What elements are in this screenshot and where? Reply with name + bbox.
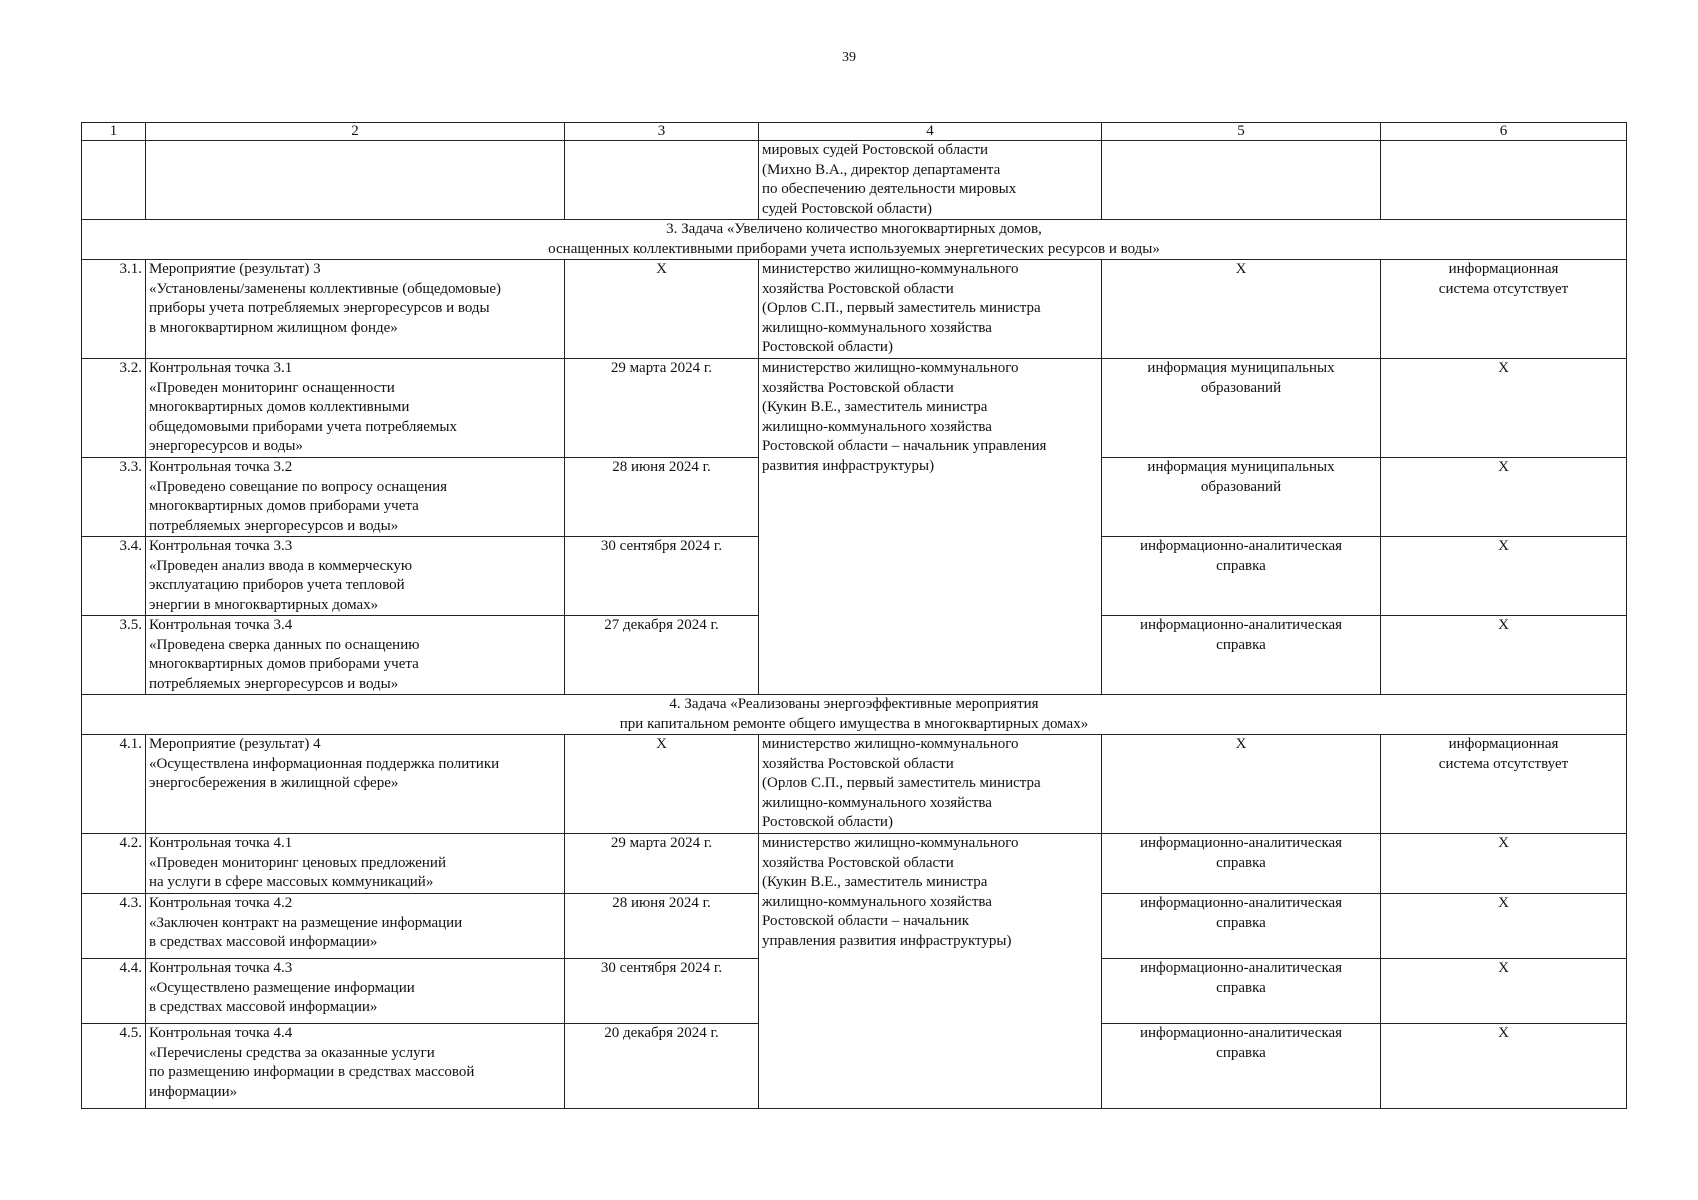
row-name: Мероприятие (результат) 4 «Осуществлена информационная поддержка политики энергосбережения в жилищной сфере» [146, 735, 565, 834]
row-number: 4.2. [82, 834, 146, 894]
row-system: X [1381, 537, 1627, 616]
column-header-6: 6 [1381, 123, 1627, 141]
row-number: 4.3. [82, 894, 146, 959]
row-system: X [1381, 616, 1627, 695]
table-row [82, 834, 1627, 894]
row-name: Контрольная точка 3.4 «Проведена сверка данных по оснащению многоквартирных домов приборами учета потребляемых энергоресурсов и воды» [146, 616, 565, 695]
row-responsible: министерство жилищно-коммунального хозяйства Ростовской области (Кукин В.Е., заместитель министра жилищно-коммунального хозяйства Ростовской области – начальник управления развития инфраструктуры) [759, 834, 1102, 1109]
row-doc: X [1102, 735, 1381, 834]
row-system: информационная система отсутствует [1381, 260, 1627, 359]
cell-num [82, 141, 146, 220]
row-responsible: министерство жилищно-коммунального хозяйства Ростовской области (Кукин В.Е., заместитель министра жилищно-коммунального хозяйства Ростовской области – начальник управления развития инфраструктуры) [759, 359, 1102, 695]
row-name: Контрольная точка 4.2 «Заключен контракт на размещение информации в средствах массовой информации» [146, 894, 565, 959]
cell-date [565, 141, 759, 220]
task-4-title: 4. Задача «Реализованы энергоэффективные мероприятия при капитальном ремонте общего имущества в многоквартирных домах» [82, 695, 1627, 735]
plan-table [81, 122, 1627, 1109]
row-number: 4.5. [82, 1024, 146, 1109]
column-header-2: 2 [146, 123, 565, 141]
row-date: 30 сентября 2024 г. [565, 537, 759, 616]
column-header-3: 3 [565, 123, 759, 141]
row-system: X [1381, 834, 1627, 894]
row-number: 3.2. [82, 359, 146, 458]
row-name: Контрольная точка 4.3 «Осуществлено размещение информации в средствах массовой информации» [146, 959, 565, 1024]
row-doc: информационно-аналитическая справка [1102, 616, 1381, 695]
cell-system [1381, 141, 1627, 220]
row-system: X [1381, 1024, 1627, 1109]
row-doc: информационно-аналитическая справка [1102, 834, 1381, 894]
row-date: 29 марта 2024 г. [565, 359, 759, 458]
row-name: Контрольная точка 3.2 «Проведено совещание по вопросу оснащения многоквартирных домов приборами учета потребляемых энергоресурсов и воды» [146, 458, 565, 537]
row-name: Контрольная точка 4.1 «Проведен мониторинг ценовых предложений на услуги в сфере массовых коммуникаций» [146, 834, 565, 894]
row-system: X [1381, 458, 1627, 537]
row-doc: информация муниципальных образований [1102, 359, 1381, 458]
row-responsible: министерство жилищно-коммунального хозяйства Ростовской области (Орлов С.П., первый заместитель министра жилищно-коммунального хозяйства Ростовской области) [759, 735, 1102, 834]
cell-name [146, 141, 565, 220]
row-doc: информационно-аналитическая справка [1102, 537, 1381, 616]
row-number: 4.4. [82, 959, 146, 1024]
table-row [82, 735, 1627, 834]
row-system: X [1381, 959, 1627, 1024]
row-number: 4.1. [82, 735, 146, 834]
cell-doc [1102, 141, 1381, 220]
row-date: 30 сентября 2024 г. [565, 959, 759, 1024]
column-header-row [82, 123, 1627, 141]
row-name: Контрольная точка 3.1 «Проведен мониторинг оснащенности многоквартирных домов коллективными общедомовыми приборами учета потребляемых энергоресурсов и воды» [146, 359, 565, 458]
column-header-5: 5 [1102, 123, 1381, 141]
row-date: 27 декабря 2024 г. [565, 616, 759, 695]
row-system: информационная система отсутствует [1381, 735, 1627, 834]
row-date: 28 июня 2024 г. [565, 894, 759, 959]
table-row [82, 359, 1627, 458]
task-3-title: 3. Задача «Увеличено количество многоквартирных домов, оснащенных коллективными приборами учета используемых энергетических ресурсов и воды» [82, 220, 1627, 260]
column-header-1: 1 [82, 123, 146, 141]
task-row [82, 220, 1627, 260]
row-doc: информационно-аналитическая справка [1102, 894, 1381, 959]
row-number: 3.1. [82, 260, 146, 359]
column-header-4: 4 [759, 123, 1102, 141]
row-date: 29 марта 2024 г. [565, 834, 759, 894]
row-date: X [565, 260, 759, 359]
row-doc: информационно-аналитическая справка [1102, 1024, 1381, 1109]
continuation-row [82, 141, 1627, 220]
row-doc: информационно-аналитическая справка [1102, 959, 1381, 1024]
task-row [82, 695, 1627, 735]
row-name: Контрольная точка 4.4 «Перечислены средства за оказанные услуги по размещению информации в средствах массовой информации» [146, 1024, 565, 1109]
row-number: 3.4. [82, 537, 146, 616]
row-date: X [565, 735, 759, 834]
row-number: 3.3. [82, 458, 146, 537]
row-responsible: министерство жилищно-коммунального хозяйства Ростовской области (Орлов С.П., первый заместитель министра жилищно-коммунального хозяйства Ростовской области) [759, 260, 1102, 359]
table-row [82, 260, 1627, 359]
page-number: 39 [842, 50, 856, 65]
row-system: X [1381, 359, 1627, 458]
row-doc: X [1102, 260, 1381, 359]
row-date: 28 июня 2024 г. [565, 458, 759, 537]
row-name: Мероприятие (результат) 3 «Установлены/заменены коллективные (общедомовые) приборы учета потребляемых энергоресурсов и воды в многоквартирном жилищном фонде» [146, 260, 565, 359]
row-system: X [1381, 894, 1627, 959]
row-number: 3.5. [82, 616, 146, 695]
row-doc: информация муниципальных образований [1102, 458, 1381, 537]
cell-responsible: мировых судей Ростовской области (Михно В.А., директор департамента по обеспечению деятельности мировых судей Ростовской области) [759, 141, 1102, 220]
row-name: Контрольная точка 3.3 «Проведен анализ ввода в коммерческую эксплуатацию приборов учета тепловой энергии в многоквартирных домах» [146, 537, 565, 616]
row-date: 20 декабря 2024 г. [565, 1024, 759, 1109]
